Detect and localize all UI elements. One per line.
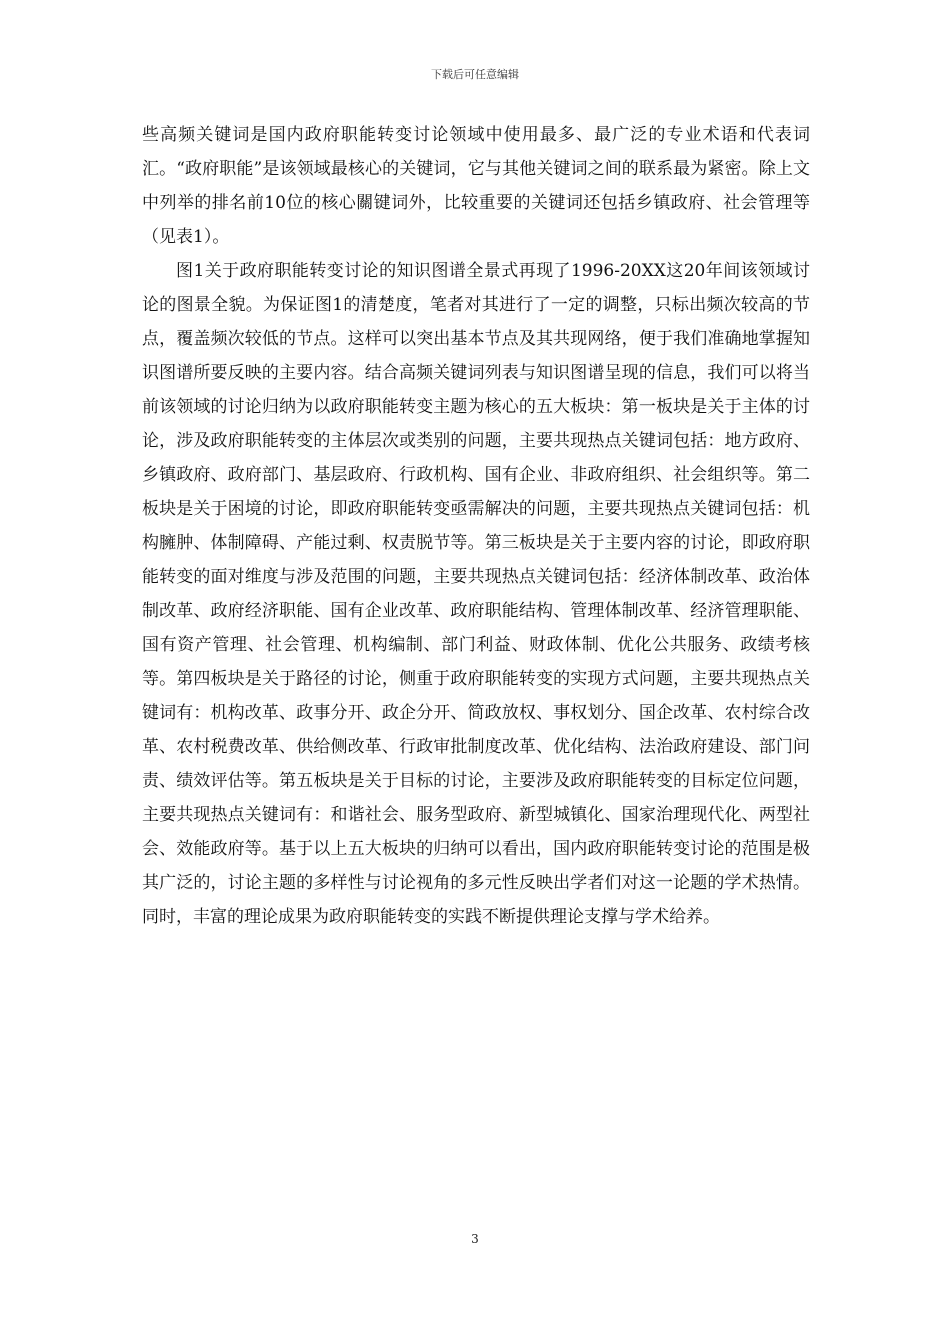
document-body: [142, 118, 810, 934]
page-header: 下载后可任意编辑: [431, 68, 519, 81]
paragraph-1: 些高频关键词是国内政府职能转变讨论领域中使用最多、最广泛的专业术语和代表词汇。“政府职能”是该领域最核心的关键词，它与其他关键词之间的联系最为紧密。除上文中列举的排名前10位的核心關键词外，比较重要的关键词还包括乡镇政府、社会管理等（见表1）。: [142, 125, 810, 247]
paragraph-2: 图1关于政府职能转变讨论的知识图谱全景式再现了1996-20XX这20年间该领域讨论的图景全貌。为保证图1的清楚度，笔者对其进行了一定的调整，只标出频次较高的节点，覆盖频次较低的节点。这样可以突出基本节点及其共现网络，便于我们准确地掌握知识图谱所要反映的主要内容。结合高频关键词列表与知识图谱呈现的信息，我们可以将当前该领域的讨论归纳为以政府职能转变主题为核心的五大板块：第一板块是关于主体的讨论，涉及政府职能转变的主体层次或类别的问题，主要共现热点关键词包括：地方政府、乡镇政府、政府部门、基层政府、行政机构、国有企业、非政府组织、社会组织等。第二板块是关于困境的讨论，即政府职能转变亟需解决的问题，主要共现热点关键词包括：机构臃肿、体制障碍、产能过剩、权责脱节等。第三板块是关于主要内容的讨论，即政府职能转变的面对维度与涉及范围的问题，主要共现热点关键词包括：经济体制改革、政治体制改革、政府经济职能、国有企业改革、政府职能结构、管理体制改革、经济管理职能、国有资产管理、社会管理、机构编制、部门利益、财政体制、优化公共服务、政绩考核等。第四板块是关于路径的讨论，侧重于政府职能转变的实现方式问题，主要共现热点关键词有：机构改革、政事分开、政企分开、简政放权、事权划分、国企改革、农村综合改革、农村税费改革、供给侧改革、行政审批制度改革、优化结构、法治政府建设、部门问责、绩效评估等。第五板块是关于目标的讨论，主要涉及政府职能转变的目标定位问题，主要共现热点关键词有：和谐社会、服务型政府、新型城镇化、国家治理现代化、两型社会、效能政府等。基于以上五大板块的归纳可以看出，国内政府职能转变讨论的范围是极其广泛的，讨论主题的多样性与讨论视角的多元性反映出学者们对这一论题的学术热情。同时，丰富的理论成果为政府职能转变的实践不断提供理论支撑与学术给养。: [142, 261, 810, 927]
page-number: 3: [471, 1232, 479, 1246]
